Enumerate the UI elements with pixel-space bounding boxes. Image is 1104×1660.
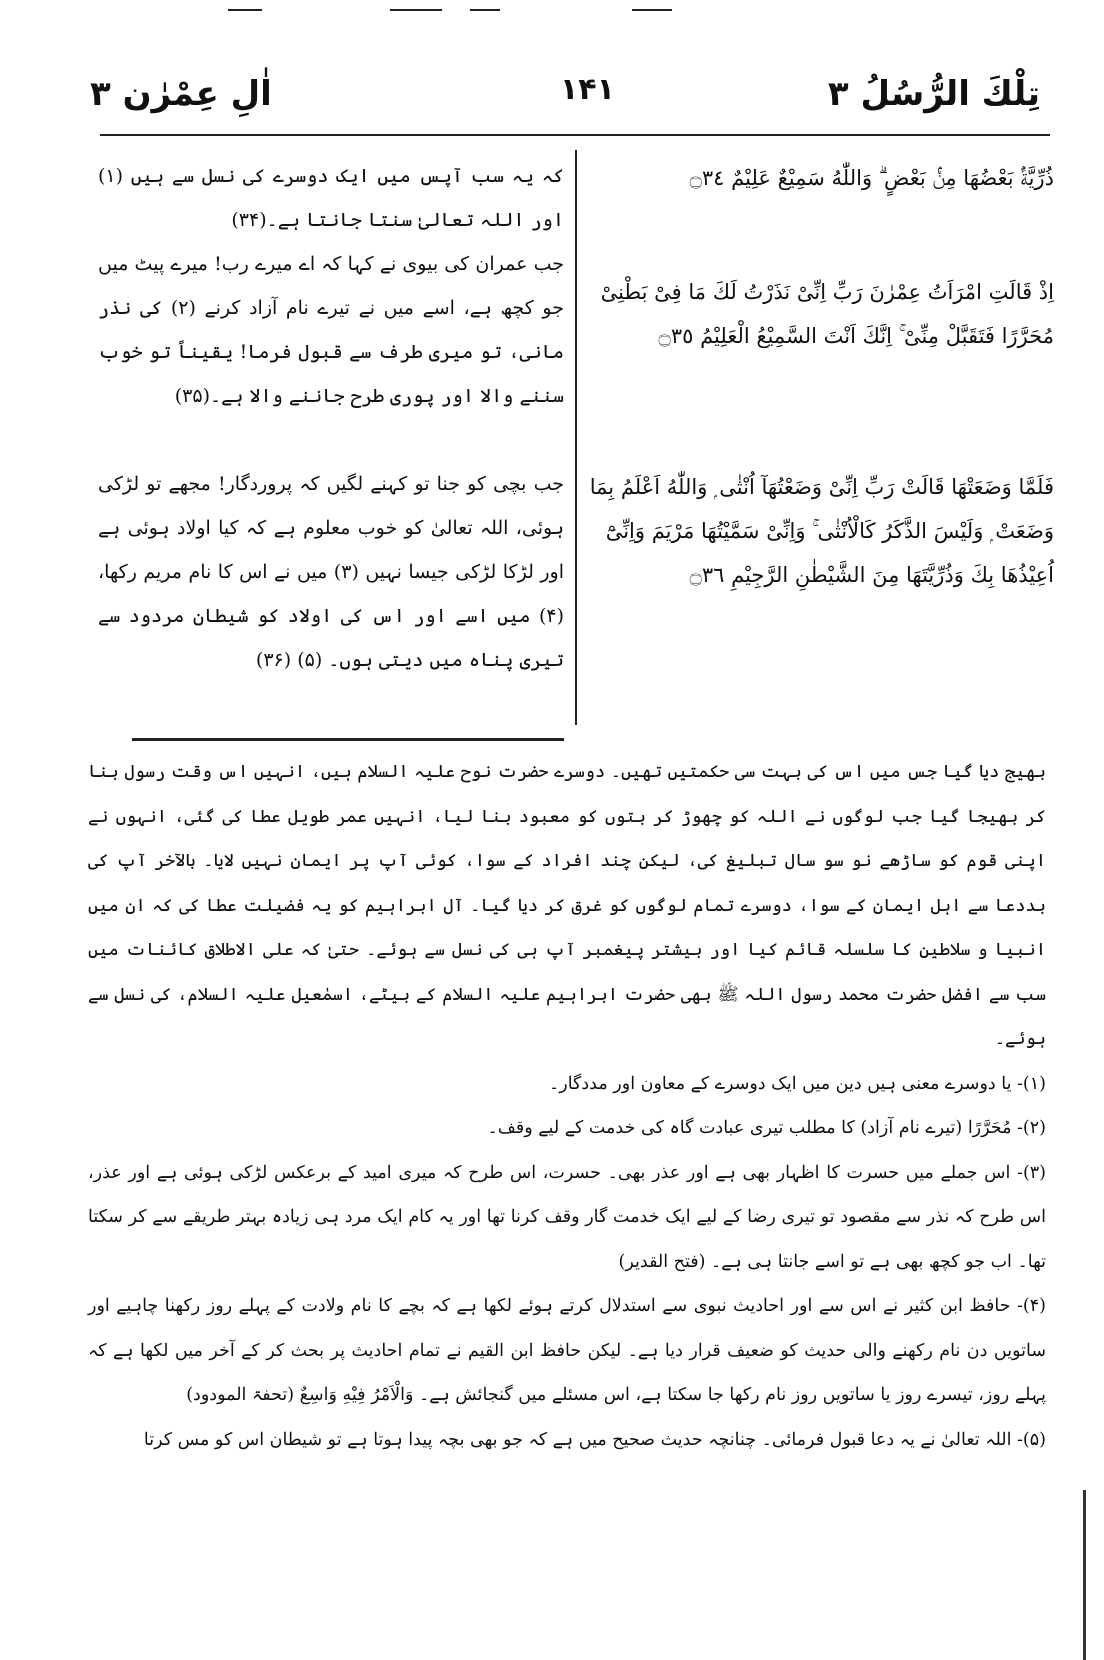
- footnotes: [88, 750, 1046, 1462]
- footnote-5: (۵)- اللہ تعالیٰ نے یہ دعا قبول فرمائی۔ چنانچہ حدیث صحیح میں ہے کہ جو بھی بچہ پیدا ہوتا ہے تو شیطان اس کو مس کرتا: [143, 1429, 1046, 1450]
- footnote-1: (۱)- یا دوسرے معنی ہیں دین میں ایک دوسرے کے معاون اور مددگار۔: [549, 1073, 1046, 1094]
- translation-35: جب عمران کی بیوی نے کہا کہ اے میرے رب! میرے پیٹ میں جو کچھ ہے، اسے میں نے تیرے نام آزاد کرنے (۲) کی نذر مانی، تو میری طرف سے قبول فرما! یقیناً تو خوب سننے والا اور پوری طرح جاننے والا ہے۔(۳۵): [98, 253, 564, 407]
- footnote-2: (۲)- مُحَرَّرًا (تیرے نام آزاد) کا مطلب تیری عبادت گاہ کی خدمت کے لیے وقف۔: [487, 1118, 1046, 1138]
- footnote-separator: [132, 738, 564, 741]
- juz-title: تِلْكَ الرُّسُلُ ٣: [827, 74, 1040, 114]
- footnote-4: (۴)- حافظ ابن کثیر نے اس سے اور احادیث نبوی سے استدلال کرتے ہوئے لکھا ہے کہ بچے کا نام ولادت کے پہلے روز رکھنا چاہیے اور ساتویں دن نام رکھنے والی حدیث کو ضعیف قرار دیا ہے۔ لیکن حافظ ابن القیم نے تمام احادیث پر بحث کر کے آخر میں لکھا ہے کہ پہلے روز، تیسرے روز یا ساتویں روز نام رکھا جا سکتا ہے، اس مسئلے میں گنجائش ہے۔ وَالْاَمْرُ فِیْهِ وَاسِعٌ (تحفۃ المودود): [88, 1296, 1046, 1405]
- verse-34: ذُرِّيَّةًۢ بَعْضُهَا مِنْۢ بَعْضٍ ۗ وَاللّٰهُ سَمِيْعٌ عَلِيْمٌ ۝٣٤: [689, 166, 1054, 190]
- footnote-3: (۳)- اس جملے میں حسرت کا اظہار بھی ہے اور عذر بھی۔ حسرت، اس طرح کہ میری امید کے برعکس لڑکی ہوئی ہے اور عذر، اس طرح کہ نذر سے مقصود تو تیری رضا کے لیے ایک خدمت گار وقف کرنا تھا اور یہ کام ایک مرد ہی زیادہ بہتر طریقے سے کر سکتا تھا۔ اب جو کچھ بھی ہے تو اسے جانتا ہی ہے۔ (فتح القدیر): [88, 1162, 1046, 1272]
- translation-34: کہ یہ سب آپس میں ایک دوسرے کی نسل سے ہیں (۱) اور اللہ تعالیٰ سنتا جانتا ہے۔(۳۴): [98, 165, 564, 231]
- page-header: [80, 68, 1060, 128]
- header-divider: [100, 134, 1050, 136]
- scan-top-marks: [0, 0, 1104, 20]
- page-number: ۱۴۱: [560, 72, 615, 107]
- surah-title: اٰلِ عِمْرٰن ٣: [90, 74, 272, 114]
- scan-edge-mark: [1083, 1490, 1086, 1660]
- column-divider: [575, 150, 577, 725]
- footnote-continued: بھیج دیا گیا جس میں اس کی بہت سی حکمتیں تھیں۔ دوسرے حضرت نوح علیہ السلام ہیں، انہیں اس وقت رسول بنا کر بھیجا گیا جب لوگوں نے اللہ کو چھوڑ کر بتوں کو معبود بنا لیا، انہیں عمر طویل عطا کی گئی، انہوں نے اپنی قوم کو ساڑھے نو سو سال تبلیغ کی، لیکن چند افراد کے سوا، کوئی آپ پر ایمان نہیں لایا۔ بالآخر آپ کی بددعا سے اہل ایمان کے سوا، دوسرے تمام لوگوں کو غرق کر دیا گیا۔ آل ابراہیم کو یہ فضیلت عطا کی کہ ان میں انبیا و سلاطین کا سلسلہ قائم کیا اور بیشتر پیغمبر آپ ہی کی نسل سے ہوئے۔ حتیٰ کہ علی الاطلاق کائنات میں سب سے افضل حضرت محمد رسول اللہ ﷺ بھی حضرت ابراہیم علیہ السلام کے بیٹے، اسمٰعیل علیہ السلام، کی نسل سے ہوئے۔: [88, 762, 1046, 1049]
- verse-36: فَلَمَّا وَضَعَتْهَا قَالَتْ رَبِّ اِنِّىْ وَضَعْتُهَآ اُنْثٰى ۭ وَاللّٰهُ اَعْلَمُ بِمَا وَضَعَتْ ۭ وَلَيْسَ الذَّكَرُ كَالْاُنْثٰى ۚ وَاِنِّىْ سَمَّيْتُهَا مَرْيَمَ وَاِنِّىْٓ اُعِيْذُھَا بِكَ وَذُرِّيَّتَهَا مِنَ الشَّيْطٰنِ الرَّجِيْمِ ۝٣٦: [589, 475, 1054, 587]
- translation-36: جب بچی کو جنا تو کہنے لگیں کہ پروردگار! مجھے تو لڑکی ہوئی، اللہ تعالیٰ کو خوب معلوم ہے کہ کیا اولاد ہوئی ہے اور لڑکا لڑکی جیسا نہیں (۳) میں نے اس کا نام مریم رکھا، (۴) میں اسے اور اس کی اولاد کو شیطان مردود سے تیری پناہ میں دیتی ہوں۔ (۵) (۳۶): [98, 473, 564, 671]
- verse-35: اِذْ قَالَتِ امْرَاَتُ عِمْرٰنَ رَبِّ اِنِّىْ نَذَرْتُ لَكَ مَا فِىْ بَطْنِىْ مُحَرَّرًا فَتَقَبَّلْ مِنِّىْ ۚ اِنَّكَ اَنْتَ السَّمِيْعُ الْعَلِيْمُ ۝٣٥: [600, 280, 1054, 348]
